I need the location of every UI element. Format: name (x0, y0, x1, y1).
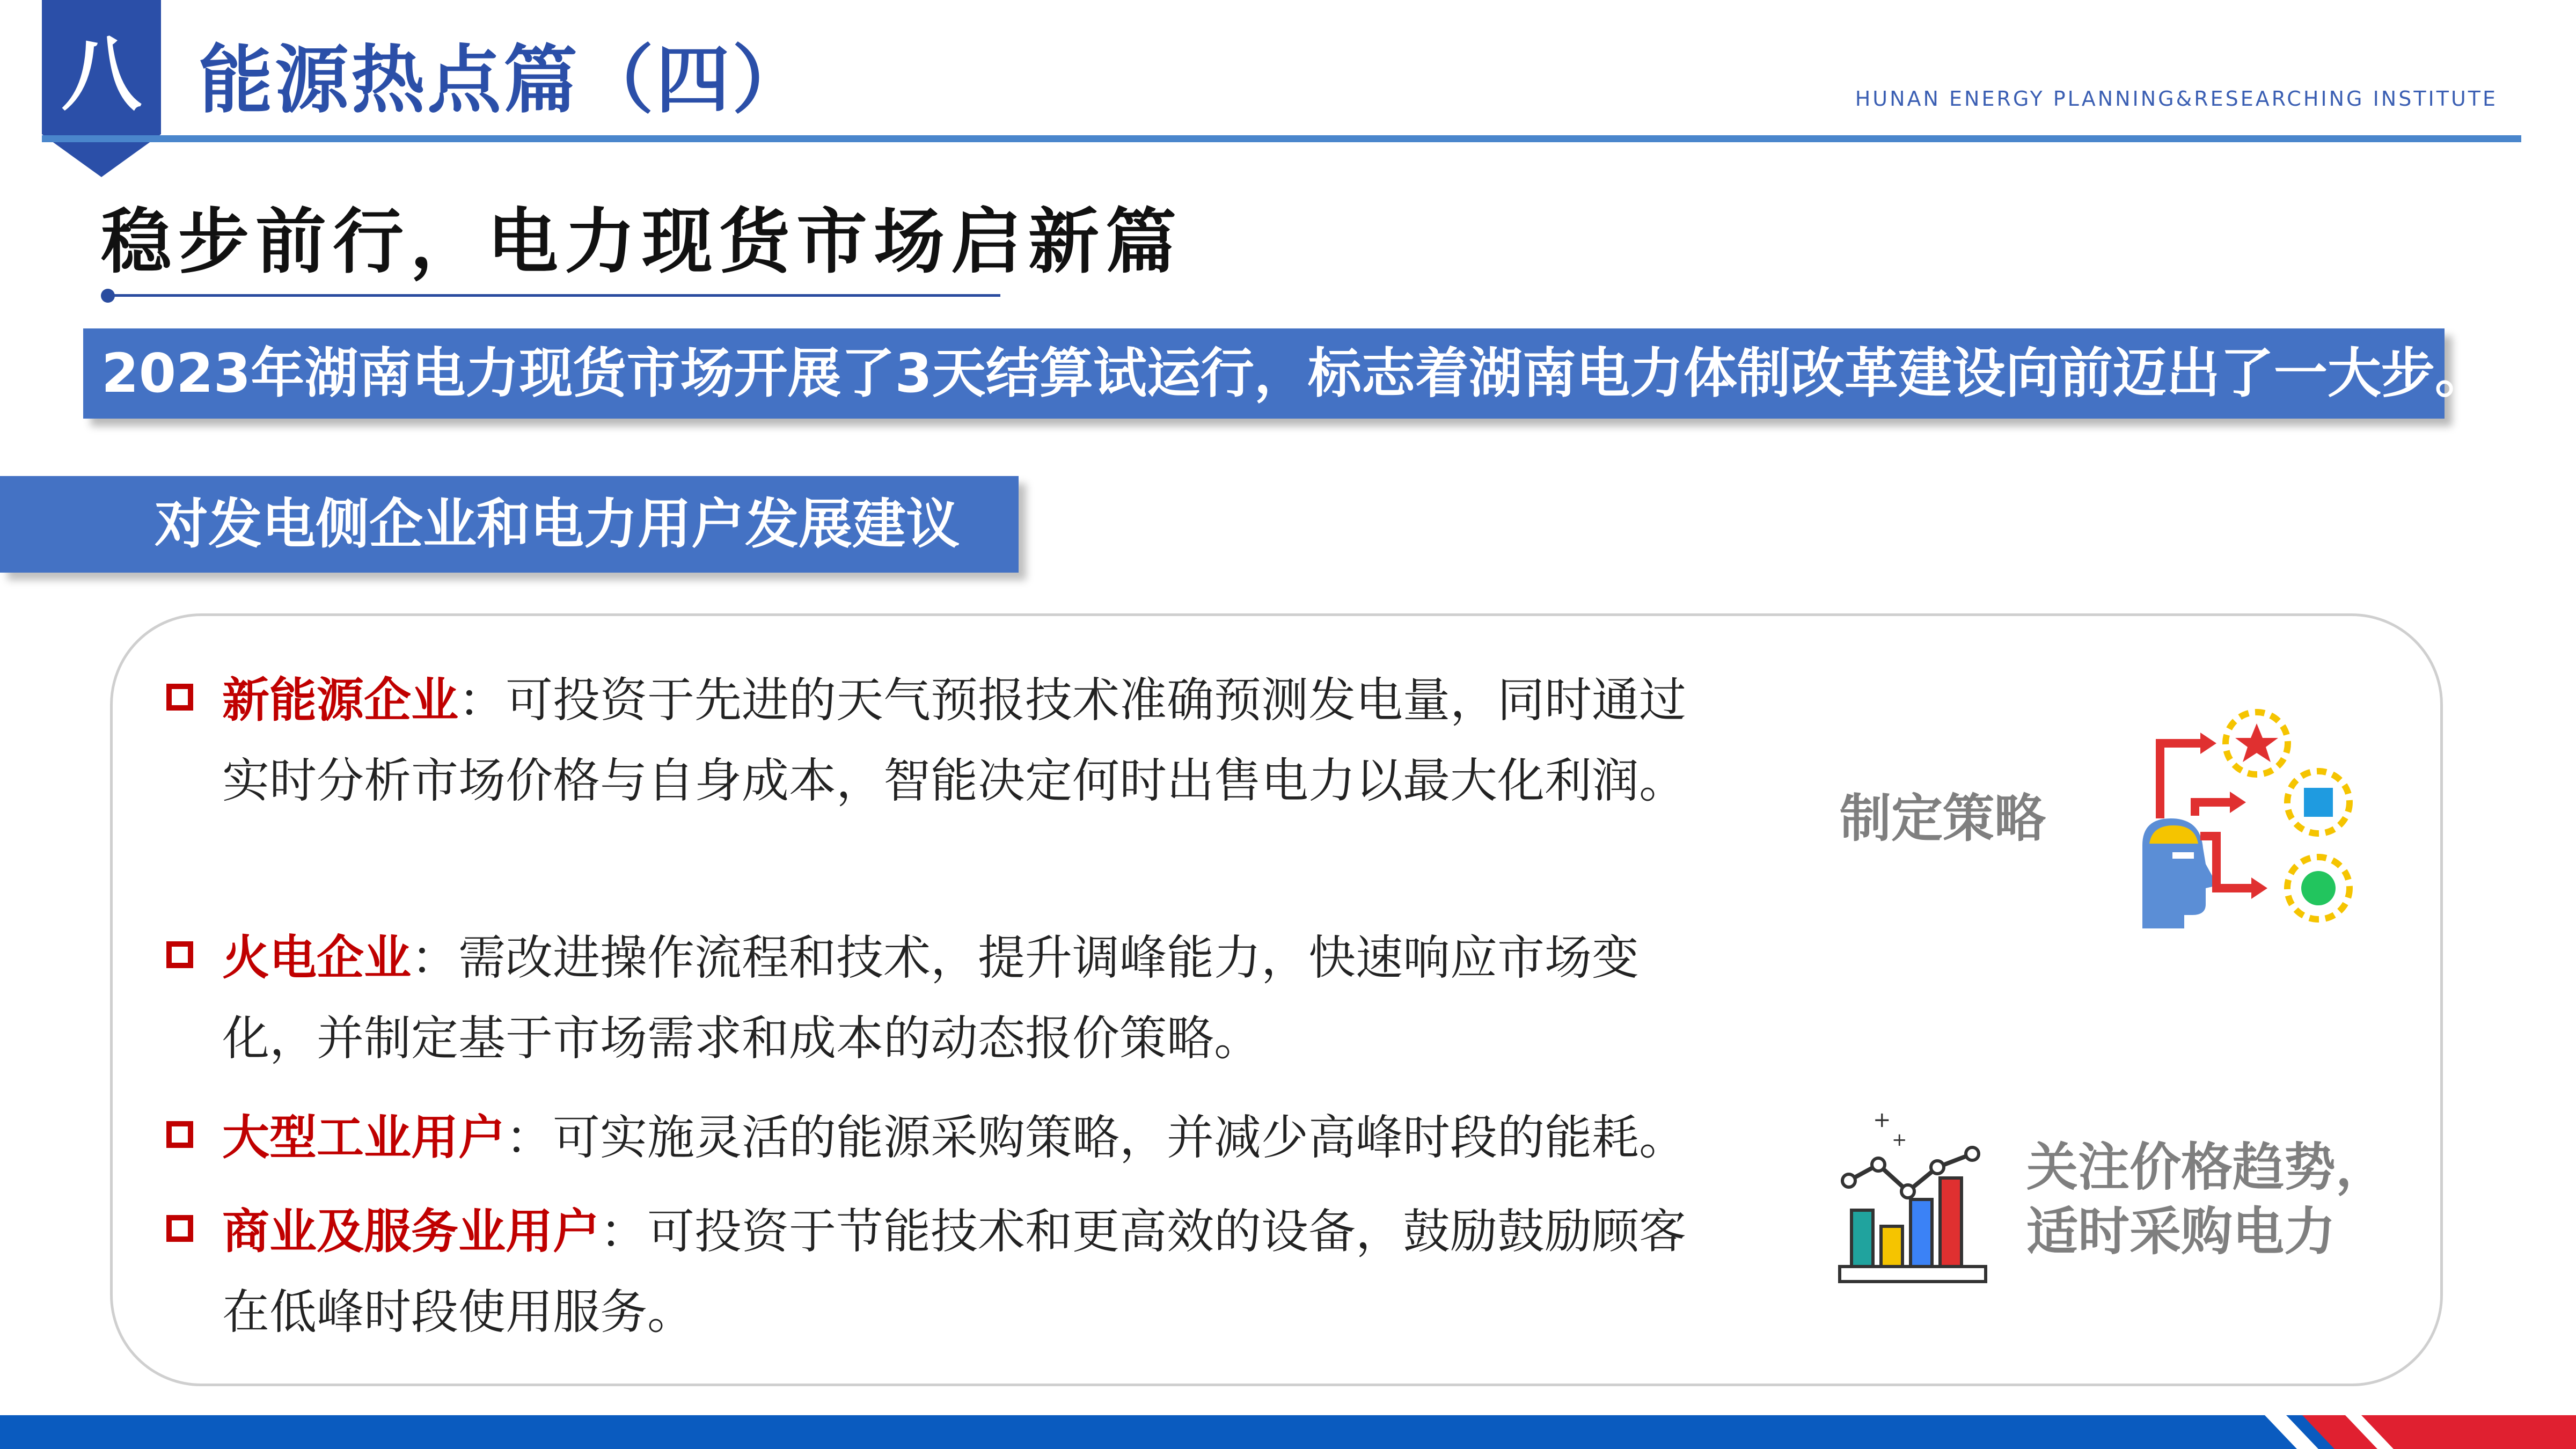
item-description: ：需改进操作流程和技术，提升调峰能力，快速响应市场变化，并制定基于市场需求和成本的动态报价策略。 (222, 930, 1640, 1066)
advice-item-new-energy (166, 660, 1712, 821)
bar-chart-trend-icon (1835, 1106, 1991, 1288)
advice-heading: 对发电侧企业和电力用户发展建议 (155, 493, 960, 555)
price-trend-label-line1: 关注价格趋势， (2026, 1137, 2387, 1197)
page-title: 能源热点篇（四） (199, 37, 809, 123)
square-bullet-icon (166, 1215, 193, 1242)
section-underline (107, 294, 1000, 297)
section-title: 稳步前行，电力现货市场启新篇 (101, 201, 1183, 283)
item-keyword: 商业及服务业用户 (222, 1204, 601, 1259)
strategy-label: 制定策略 (1840, 788, 2046, 848)
section-underline-dot (101, 289, 115, 303)
chapter-number: 八 (61, 28, 142, 122)
headline-banner (83, 328, 2489, 419)
advice-item-commercial-users (166, 1191, 1712, 1352)
item-keyword: 大型工业用户 (222, 1110, 506, 1165)
item-description: ：可投资于节能技术和更高效的设备，鼓励鼓励顾客在低峰时段使用服务。 (222, 1204, 1687, 1340)
item-description: ：可投资于先进的天气预报技术准确预测发电量，同时通过实时分析市场价格与自身成本，智能决定何时出售电力以最大化利润。 (222, 672, 1687, 808)
advice-item-industrial-users (166, 1097, 1712, 1178)
institute-name: HUNAN ENERGY PLANNING&RESEARCHING INSTITUTE (1855, 87, 2498, 111)
price-trend-label-line2: 适时采购电力 (2026, 1202, 2336, 1262)
svg-text:+: + (1873, 1108, 1891, 1132)
svg-text:+: + (1892, 1129, 1907, 1151)
headline-text: 2023年湖南电力现货市场开展了3天结算试运行，标志着湖南电力体制改革建设向前迈出了一大步。 (101, 342, 2489, 405)
square-bullet-icon (166, 941, 193, 968)
square-bullet-icon (166, 1121, 193, 1148)
advice-heading-tab (0, 476, 1019, 573)
item-keyword: 火电企业 (222, 930, 412, 985)
price-trend-label (2026, 1135, 2387, 1264)
head-decision-arrows-icon (2125, 703, 2367, 934)
item-keyword: 新能源企业 (222, 672, 459, 728)
footer-accent-stripes (2265, 1415, 2576, 1449)
square-bullet-icon (166, 684, 193, 711)
footer-bar (0, 1415, 2576, 1449)
header-divider (42, 135, 2521, 142)
item-description: ：可实施灵活的能源采购策略，并减少高峰时段的能耗。 (506, 1110, 1687, 1165)
advice-item-thermal-power (166, 918, 1712, 1079)
